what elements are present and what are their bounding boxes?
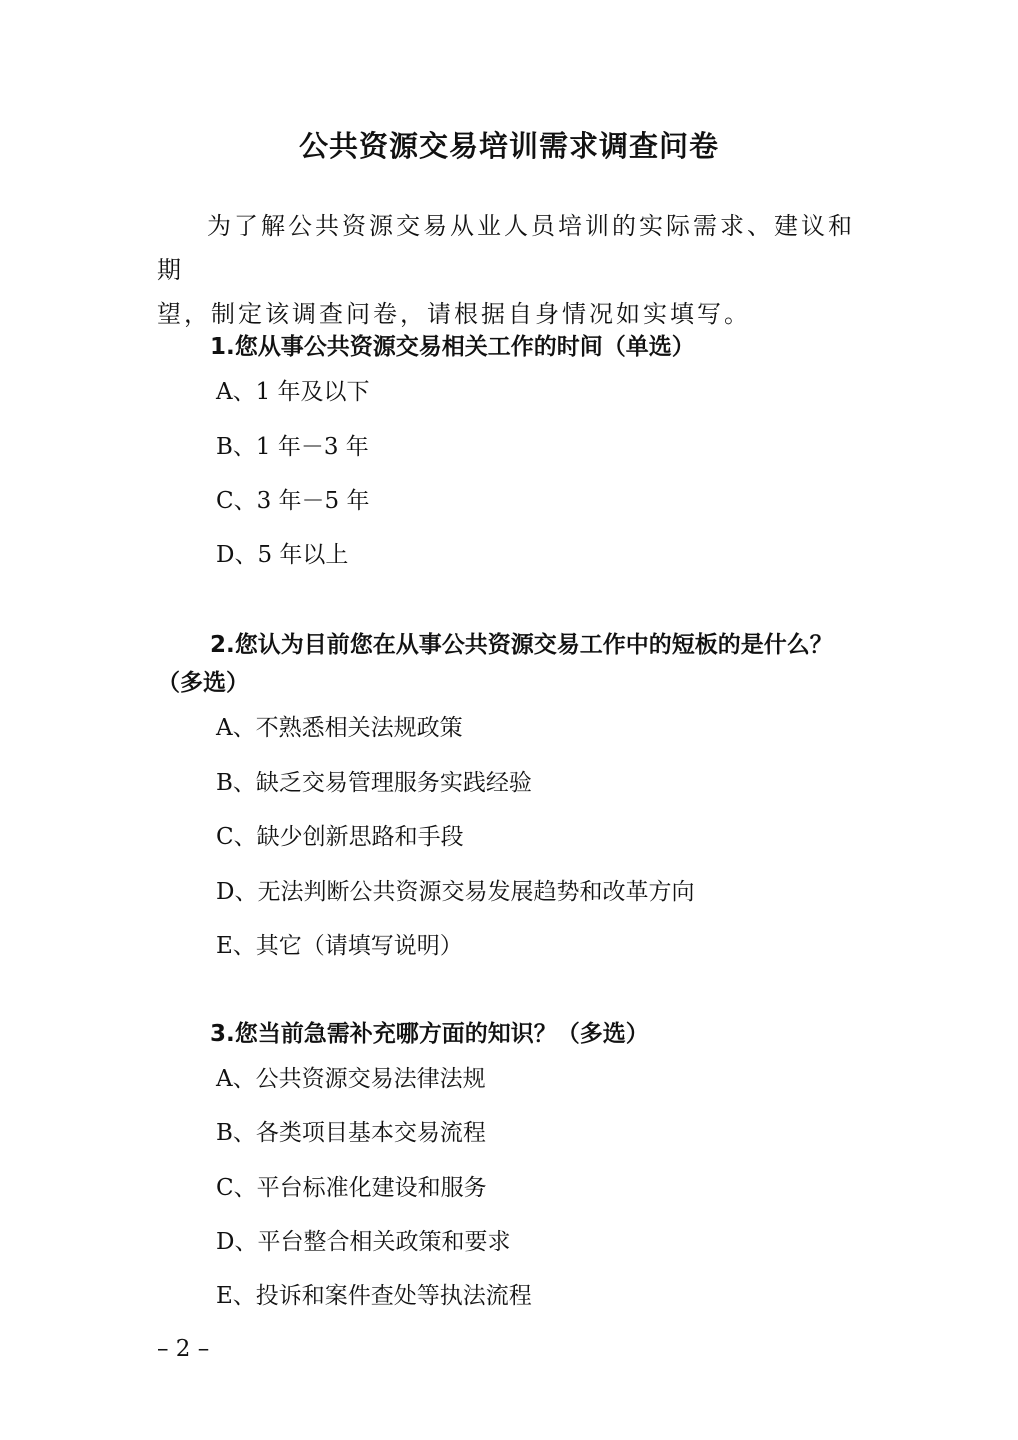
q1-option-c: C、3 年－5 年 [216,488,370,514]
q2-option-d: D、无法判断公共资源交易发展趋势和改革方向 [216,879,695,905]
question-2-continued: （多选） [157,670,249,696]
page-number: – 2 – [157,1336,210,1362]
question-3: 3.您当前急需补充哪方面的知识？（多选） [210,1021,649,1047]
document-title: 公共资源交易培训需求调查问卷 [298,129,719,163]
q2-option-a: A、不熟悉相关法规政策 [216,715,463,741]
intro-line-2: 望，制定该调查问卷，请根据自身情况如实填写。 [157,300,751,328]
q2-option-e: E、其它（请填写说明） [216,933,463,959]
q3-option-b: B、各类项目基本交易流程 [216,1120,486,1146]
q3-option-e: E、投诉和案件查处等执法流程 [216,1283,532,1309]
question-2: 2.您认为目前您在从事公共资源交易工作中的短板的是什么？ [210,632,833,658]
q2-option-b: B、缺乏交易管理服务实践经验 [216,770,532,796]
q3-option-c: C、平台标准化建设和服务 [216,1175,487,1201]
intro-paragraph [157,204,869,336]
q2-option-c: C、缺少创新思路和手段 [216,824,464,850]
q3-option-a: A、公共资源交易法律法规 [216,1066,486,1092]
q1-option-a: A、1 年及以下 [216,379,370,405]
intro-line-1: 为了解公共资源交易从业人员培训的实际需求、建议和期 [157,212,855,284]
q1-option-b: B、1 年－3 年 [216,434,369,460]
question-1: 1.您从事公共资源交易相关工作的时间（单选） [210,334,695,360]
q3-option-d: D、平台整合相关政策和要求 [216,1229,511,1255]
q1-option-d: D、5 年以上 [216,542,349,568]
